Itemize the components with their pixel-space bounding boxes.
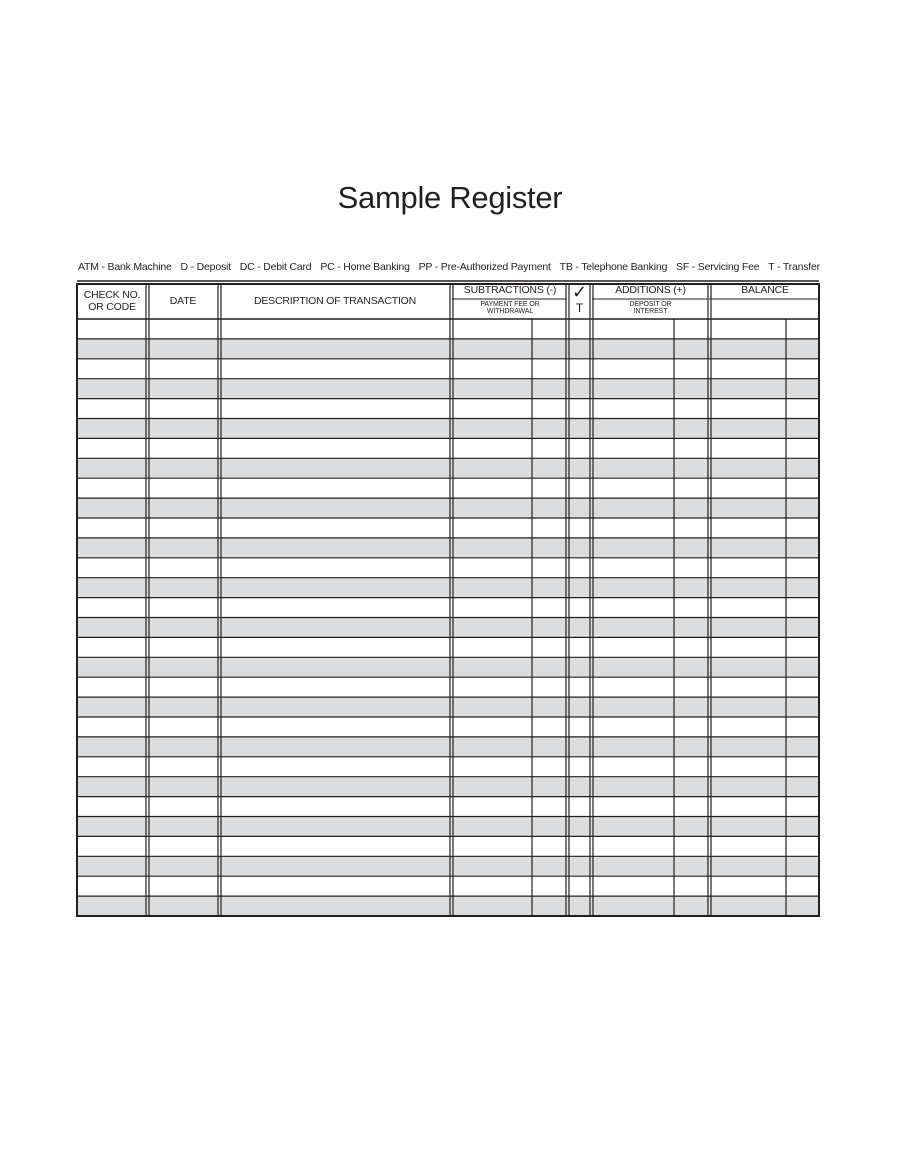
check-mark-icon: ✓ <box>571 282 588 302</box>
legend-item-deposit: D - Deposit <box>180 261 231 273</box>
header-balance: BALANCE <box>741 284 789 296</box>
header-check-no-line2: OR CODE <box>88 300 136 313</box>
legend-item-servicing-fee: SF - Servicing Fee <box>676 261 760 273</box>
register-table <box>76 280 820 917</box>
header-additions-sub <box>594 301 707 315</box>
legend-item-telephone-banking: TB - Telephone Banking <box>559 261 668 273</box>
page-title: Sample Register <box>337 180 563 215</box>
header-check-no <box>78 290 146 313</box>
legend-item-transfer: T - Transfer <box>768 261 820 273</box>
legend-item-atm: ATM - Bank Machine <box>78 261 172 273</box>
header-additions-sub-line2: INTEREST <box>633 308 668 315</box>
register-grid <box>76 280 820 917</box>
header-subtractions-sub <box>454 301 566 315</box>
header-additions-sub-line1: DEPOSIT OR <box>629 301 672 308</box>
legend-item-pre-authorized: PP - Pre-Authorized Payment <box>418 261 551 273</box>
header-subtractions-sub-line1: PAYMENT FEE OR <box>480 301 540 308</box>
header-subtractions-sub-line2: WITHDRAWAL <box>486 308 534 315</box>
legend-item-debit-card: DC - Debit Card <box>239 261 312 273</box>
header-subtractions: SUBTRACTIONS (-) <box>463 284 557 296</box>
header-date: DATE <box>169 295 197 307</box>
header-transfer-t: T <box>575 301 584 315</box>
legend-item-home-banking: PC - Home Banking <box>320 261 410 273</box>
header-additions: ADDITIONS (+) <box>615 284 686 296</box>
header-description: DESCRIPTION OF TRANSACTION <box>253 295 417 307</box>
code-legend <box>78 261 820 273</box>
header-check-no-line1: CHECK NO. <box>83 289 141 301</box>
